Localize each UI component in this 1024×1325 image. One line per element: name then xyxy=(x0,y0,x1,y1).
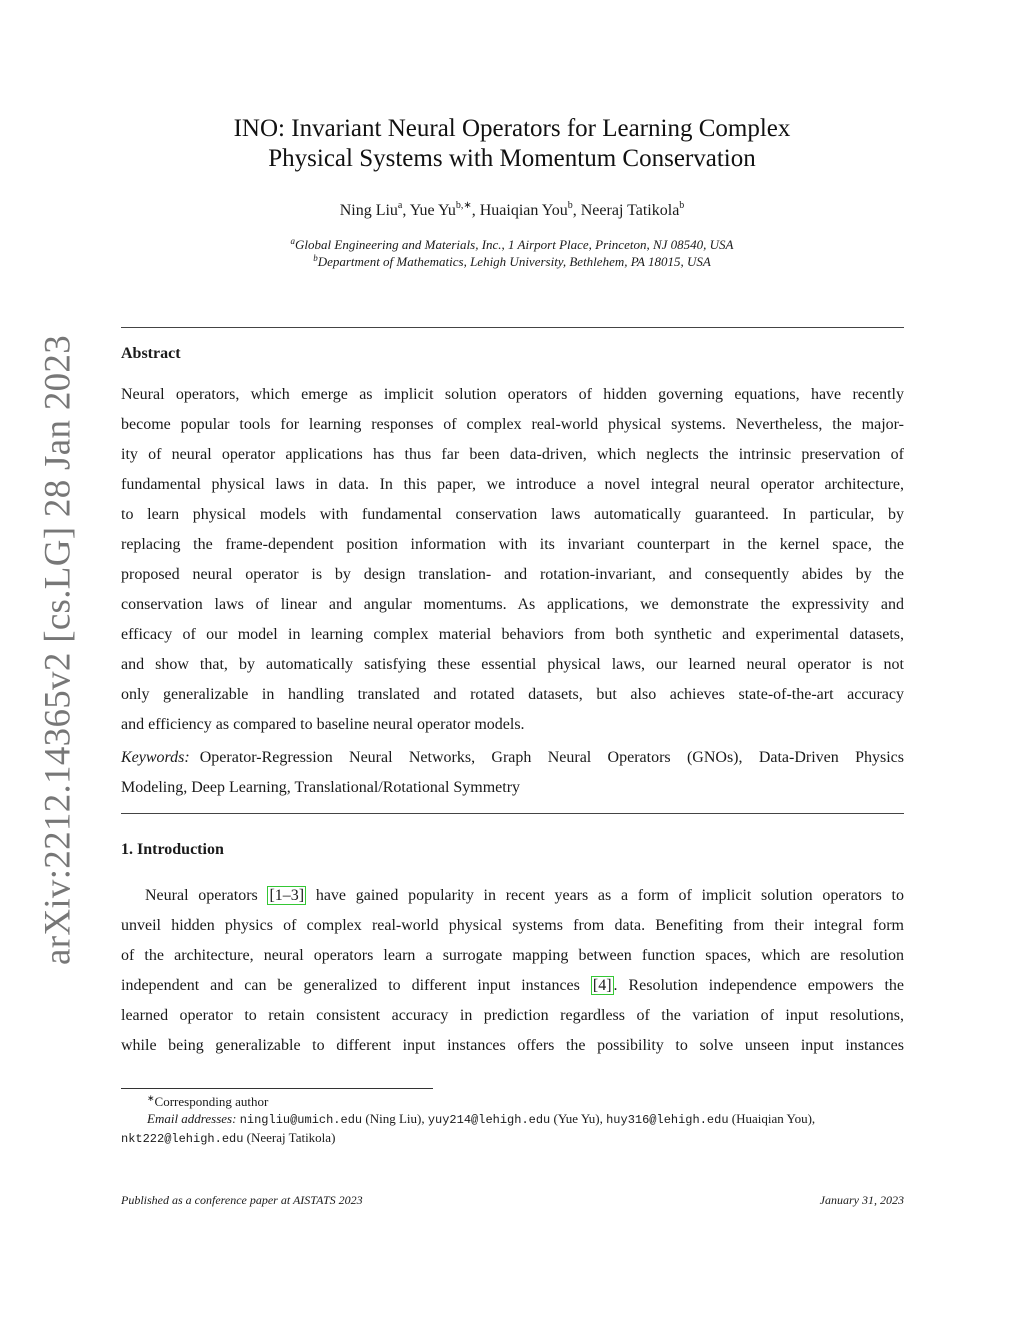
author-list: Ning Liu$^a$, Yue $Yu^{b,∗}$, Huaiqian You$^b$, Neeraj Tatikola$^b$ xyxy=(339,200,685,219)
email-link[interactable]: huy316@lehigh.edu xyxy=(606,1113,729,1127)
intro-line: independent and can be generalized to different input instances [4] . Resolution independence empowers the xyxy=(121,977,904,994)
arxiv-identifier: arXiv:2212.14365v2 [cs.LG] 28 Jan 2023 xyxy=(37,334,79,966)
abstract-body xyxy=(121,380,904,740)
abstract-line: become popular tools for learning responses of complex real-world physical systems. Nevertheless, the major- xyxy=(121,416,904,433)
abstract-line: conservation laws of linear and angular momentums. As applications, we demonstrate the expressivity and xyxy=(121,596,904,613)
author-name: Yue Yu xyxy=(409,202,456,219)
abstract-line: fundamental physical laws in data. In this paper, we introduce a novel integral neural operator architecture, xyxy=(121,476,904,493)
intro-line: unveil hidden physics of complex real-world physical systems from data. Benefiting from their integral form xyxy=(121,917,904,934)
abstract-line: only generalizable in handling translated and rotated datasets, but also achieves state-of-the-art accuracy xyxy=(121,686,904,703)
intro-line: Neural operators [1–3] have gained popularity in recent years as a form of implicit solution operators to xyxy=(145,887,904,904)
publication-note: Published as a conference paper at AISTATS 2023 xyxy=(121,1193,363,1207)
introduction-body xyxy=(121,881,904,1061)
author-affil-mark: b xyxy=(679,200,685,211)
affiliations xyxy=(160,236,864,270)
citation-link[interactable]: [1–3] xyxy=(269,887,305,904)
abstract-line: ity of neural operator applications has thus far been data-driven, which neglects the intrinsic preservation of xyxy=(121,446,904,463)
abstract-line: to learn physical models with fundamental conservation laws automatically guaranteed. In particular, by xyxy=(121,506,904,523)
email-addresses: Email addresses: ningliu@umich.edu (Ning Liu), yuy214@lehigh.edu (Yue Yu), huy316@lehigh.edu (Huaiqian You), xyxy=(147,1111,816,1127)
abstract-line: and show that, by automatically satisfying these essential physical laws, our learned neural operator is not xyxy=(121,656,904,673)
author-affil-mark: b,∗ xyxy=(455,200,472,211)
keywords-label: Keywords: xyxy=(121,749,190,766)
divider-bottom xyxy=(121,813,904,814)
citation-link[interactable]: [4] xyxy=(592,977,612,994)
keywords-line-2: Modeling, Deep Learning, Translational/Rotational Symmetry xyxy=(121,779,521,796)
abstract-line: Neural operators, which emerge as implicit solution operators of hidden governing equations, have recently xyxy=(121,386,904,403)
intro-line: of the architecture, neural operators learn a surrogate mapping between function spaces, which are resolution xyxy=(121,947,904,964)
keywords xyxy=(121,743,904,803)
page-date: January 31, 2023 xyxy=(819,1193,904,1207)
paper-title xyxy=(160,114,864,174)
title-line-2: Physical Systems with Momentum Conservation xyxy=(268,145,756,172)
email-link[interactable]: ningliu@umich.edu xyxy=(239,1113,363,1127)
divider-top xyxy=(121,327,904,328)
affiliation-a: $^a$Global Engineering and Materials, Inc., 1 Airport Place, Princeton, NJ 08540, USA xyxy=(290,236,734,252)
introduction-heading: 1. Introduction xyxy=(121,841,224,858)
footnote-divider xyxy=(121,1088,433,1089)
keywords-line-1: Operator-Regression Neural Networks, Graph Neural Operators (GNOs), Data-Driven Physics xyxy=(199,749,904,766)
title-line-1: INO: Invariant Neural Operators for Learning Complex xyxy=(233,115,791,142)
author-name: Huaiqian You xyxy=(479,202,568,219)
author-affil-mark: b xyxy=(567,200,573,211)
abstract-line: proposed neural operator is by design translation- and rotation-invariant, and consequently abides by the xyxy=(121,566,904,583)
email-link[interactable]: yuy214@lehigh.edu xyxy=(427,1113,551,1127)
affiliation-b: $^b$Department of Mathematics, Lehigh University, Bethlehem, PA 18015, USA xyxy=(313,253,711,269)
footnote xyxy=(121,1093,904,1148)
abstract-line: and efficiency as compared to baseline neural operator models. xyxy=(121,716,525,733)
email-addresses-cont: nkt222@lehigh.edu (Neeraj Tatikola) xyxy=(121,1130,336,1146)
abstract-line: efficacy of our model in learning complex material behaviors from both synthetic and experimental datasets, xyxy=(121,626,904,643)
author-name: Neeraj Tatikola xyxy=(580,202,680,219)
abstract-heading: Abstract xyxy=(121,345,181,362)
author-affil-mark: a xyxy=(397,200,403,211)
intro-line: while being generalizable to different input instances offers the possibility to solve unseen input instances xyxy=(121,1037,904,1054)
author-name: Ning Liu xyxy=(339,202,398,219)
corresponding-author-note: ∗Corresponding author xyxy=(147,1093,269,1109)
abstract-line: replacing the frame-dependent position information with its invariant counterpart in the kernel space, the xyxy=(121,536,904,553)
intro-line: learned operator to retain consistent accuracy in prediction regardless of the variation of input resolutions, xyxy=(121,1007,904,1024)
email-link[interactable]: nkt222@lehigh.edu xyxy=(121,1132,244,1146)
